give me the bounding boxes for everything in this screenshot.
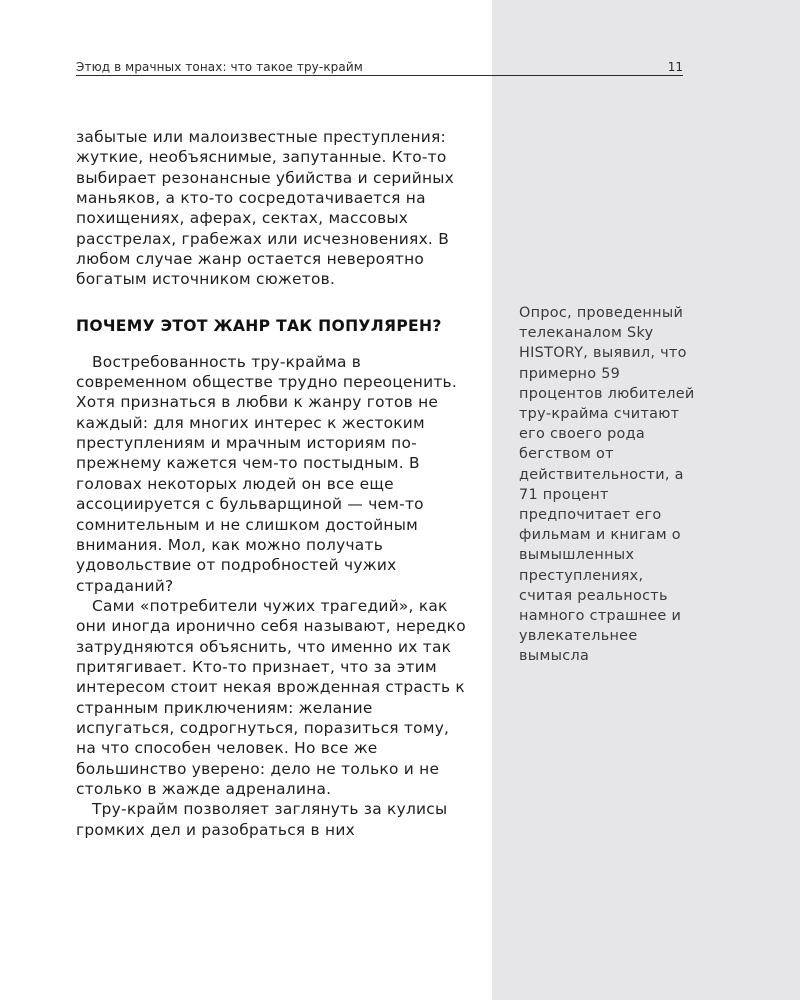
paragraph: Востребованность тру-крайма в современном обществе трудно переоценить. Хотя признаться в любви к жанру готов не каждый: для многих интерес к жестоким преступлениям и мрачным историям по-прежнему кажется чем-то постыдным. В головах некоторых людей он все еще ассоциируется с бульварщиной — чем-то сомнительным и не слишком достойным внимания. Мол, как можно получать удовольствие от подробностей чужих страданий? <box>76 352 458 595</box>
section-heading: ПОЧЕМУ ЭТОТ ЖАНР ТАК ПОПУЛЯРЕН? <box>76 316 442 335</box>
sidebar-callout <box>519 303 699 667</box>
page-number: 11 <box>667 60 683 74</box>
main-text-column <box>76 127 469 840</box>
intro-paragraph: забытые или малоизвестные преступления: жуткие, необъяснимые, запутанные. Кто-то выбирает резонансные убийства и серийных маньяков, а кто-то сосредотачивается на похищениях, аферах, сектах, массовых расстрелах, грабежах или исчезновениях. В любом случае жанр остается невероятно богатым источником сюжетов. <box>76 128 455 289</box>
running-header-title: Этюд в мрачных тонах: что такое тру-крайм <box>76 60 363 74</box>
paragraph: Сами «потребители чужих трагедий», как они иногда иронично себя называют, нередко затрудняются объяснить, что именно их так притягивает. Кто-то признает, что за этим интересом стоит некая врожденная страсть к странным приключениям: желание испугаться, содрогнуться, поразиться тому, на что способен человек. Но все же большинство уверено: дело не только и не столько в жажде адреналина. <box>76 596 466 798</box>
sidebar-callout-text: Опрос, проведенный телеканалом Sky HISTORY, выявил, что примерно 59 процентов любителей тру-крайма считают его своего рода бегством от действительности, а 71 процент предпочитает его фильмам и книгам о вымышленных преступлениях, считая реальность намного страшнее и увлекательнее вымысла <box>519 305 695 665</box>
paragraph: Тру-крайм позволяет заглянуть за кулисы громких дел и разобраться в них <box>76 800 448 839</box>
running-header <box>76 59 683 76</box>
